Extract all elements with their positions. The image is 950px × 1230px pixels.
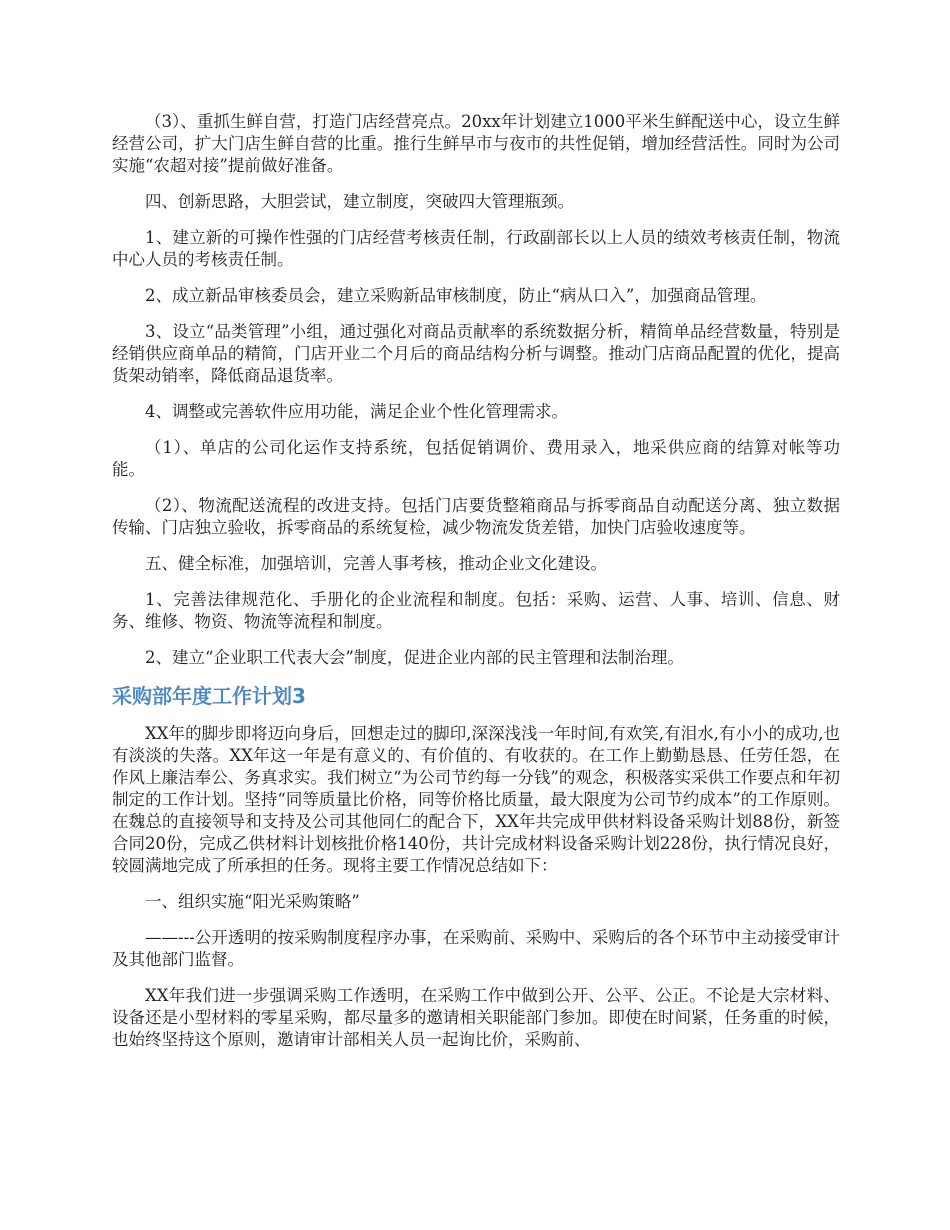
- paragraph: 2、建立“企业职工代表大会”制度，促进企业内部的民主管理和法制治理。: [145, 648, 684, 667]
- paragraph: （1）、单店的公司化运作支持系统，包括促销调价、费用录入，地采供应商的结算对帐等功能。: [112, 438, 840, 479]
- paragraph: 4、调整或完善软件应用功能，满足企业个性化管理需求。: [145, 402, 568, 421]
- section-heading: 采购部年度工作计划3: [112, 684, 306, 708]
- paragraph: （3）、重抓生鲜自营，打造门店经营亮点。20xx年计划建立1000平米生鲜配送中心，设立生鲜经营公司，扩大门店生鲜自营的比重。推行生鲜早市与夜市的共性促销，增加经营活性。同时为公司实施“农超对接”提前做好准备。: [112, 112, 840, 175]
- paragraph: XX年我们进一步强调采购工作透明，在采购工作中做到公开、公平、公正。不论是大宗材料、设备还是小型材料的零星采购，都尽量多的邀请相关职能部门参加。即使在时间紧，任务重的时候，也始终坚持这个原则，邀请审计部相关人员一起询比价，采购前、: [112, 986, 840, 1049]
- paragraph: 五、健全标准，加强培训，完善人事考核，推动企业文化建设。: [145, 554, 607, 573]
- paragraph: XX年的脚步即将迈向身后，回想走过的脚印,深深浅浅一年时间,有欢笑,有泪水,有小小的成功,也有淡淡的失落。XX年这一年是有意义的、有价值的、有收获的。在工作上勤勤恳恳、任劳任怨，在作风上廉洁奉公、务真求实。我们树立“为公司节约每一分钱”的观念，积极落实采供工作要点和年初制定的工作计划。坚持“同等质量比价格，同等价格比质量，最大限度为公司节约成本”的工作原则。在魏总的直接领导和支持及公司其他同仁的配合下，XX年共完成甲供材料设备采购计划88份，新签合同20份，完成乙供材料计划核批价格140份，共计完成材料设备采购计划228份，执行情况良好，较圆满地完成了所承担的任务。现将主要工作情况总结如下：: [112, 724, 840, 875]
- paragraph: 一、组织实施“阳光采购策略”: [145, 892, 360, 911]
- document-page: [112, 111, 840, 1065]
- paragraph: 2、成立新品审核委员会，建立采购新品审核制度，防止“病从口入”，加强商品管理。: [145, 286, 767, 305]
- paragraph: 四、创新思路，大胆尝试，建立制度，突破四大管理瓶颈。: [145, 192, 574, 211]
- paragraph: 1、完善法律规范化、手册化的企业流程和制度。包括：采购、运营、人事、培训、信息、财务、维修、物资、物流等流程和制度。: [112, 590, 840, 631]
- paragraph: 1、建立新的可操作性强的门店经营考核责任制，行政副部长以上人员的绩效考核责任制，物流中心人员的考核责任制。: [112, 228, 840, 269]
- paragraph: 3、设立“品类管理”小组，通过强化对商品贡献率的系统数据分析，精简单品经营数量，特别是经销供应商单品的精简，门店开业二个月后的商品结构分析与调整。推动门店商品配置的优化，提高货架动销率，降低商品退货率。: [112, 322, 840, 385]
- paragraph: ——---公开透明的按采购制度程序办事，在采购前、采购中、采购后的各个环节中主动接受审计及其他部门监督。: [112, 928, 840, 969]
- paragraph: （2）、物流配送流程的改进支持。包括门店要货整箱商品与拆零商品自动配送分离、独立数据传输、门店独立验收，拆零商品的系统复检，减少物流发货差错，加快门店验收速度等。: [112, 496, 840, 537]
